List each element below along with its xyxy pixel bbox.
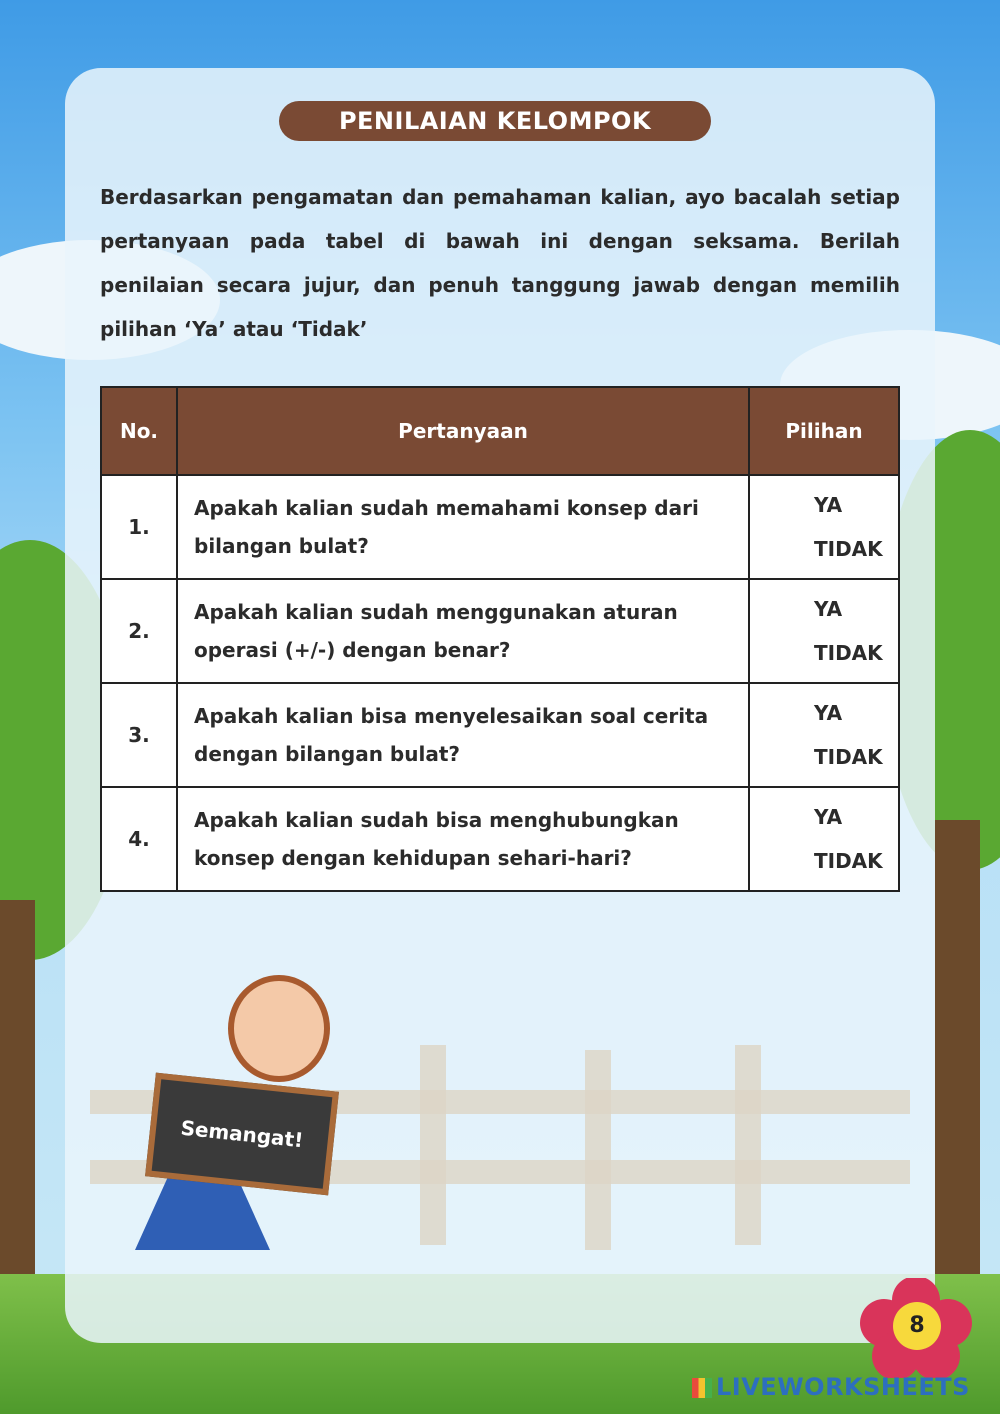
fence-post bbox=[735, 1045, 761, 1245]
watermark-text: LIVEWORKSHEETS bbox=[716, 1373, 970, 1401]
option-no[interactable]: TIDAK bbox=[814, 641, 883, 665]
option-no[interactable]: TIDAK bbox=[814, 537, 883, 561]
option-no[interactable]: TIDAK bbox=[814, 849, 883, 873]
option-yes[interactable]: YA bbox=[814, 597, 843, 621]
question-text: Apakah kalian sudah memahami konsep dari bilangan bulat? bbox=[177, 475, 749, 579]
table-row bbox=[101, 787, 899, 891]
fence-post bbox=[420, 1045, 446, 1245]
option-yes[interactable]: YA bbox=[814, 805, 843, 829]
page-title: PENILAIAN KELOMPOK bbox=[279, 101, 711, 141]
page-number: 8 bbox=[893, 1302, 941, 1350]
table-row bbox=[101, 475, 899, 579]
choice-cell bbox=[749, 683, 899, 787]
row-number: 4. bbox=[101, 787, 177, 891]
table-header-row bbox=[101, 387, 899, 475]
trunk-left bbox=[0, 900, 35, 1320]
instructions: Berdasarkan pengamatan dan pemahaman kalian, ayo bacalah setiap pertanyaan pada tabel di bawah ini dengan seksama. Berilah penilaian secara jujur, dan penuh tanggung jawab dengan memilih pilihan ‘Ya’ atau ‘Tidak’ bbox=[100, 185, 900, 341]
question-text: Apakah kalian sudah bisa menghubungkan konsep dengan kehidupan sehari-hari? bbox=[177, 787, 749, 891]
question-text: Apakah kalian sudah menggunakan aturan operasi (+/-) dengan benar? bbox=[177, 579, 749, 683]
choice-cell bbox=[749, 787, 899, 891]
chalkboard: Semangat! bbox=[145, 1073, 339, 1196]
liveworksheets-logo bbox=[692, 1373, 970, 1401]
header-question: Pertanyaan bbox=[177, 387, 749, 475]
fence-post bbox=[585, 1050, 611, 1250]
table-row bbox=[101, 683, 899, 787]
girl-illustration bbox=[228, 975, 330, 1082]
trunk-right bbox=[935, 820, 980, 1290]
assessment-table bbox=[100, 386, 900, 892]
question-text: Apakah kalian bisa menyelesaikan soal cerita dengan bilangan bulat? bbox=[177, 683, 749, 787]
option-yes[interactable]: YA bbox=[814, 701, 843, 725]
liveworksheets-icon bbox=[692, 1378, 712, 1398]
row-number: 1. bbox=[101, 475, 177, 579]
option-yes[interactable]: YA bbox=[814, 493, 843, 517]
choice-cell bbox=[749, 579, 899, 683]
row-number: 2. bbox=[101, 579, 177, 683]
header-no: No. bbox=[101, 387, 177, 475]
option-no[interactable]: TIDAK bbox=[814, 745, 883, 769]
header-choice: Pilihan bbox=[749, 387, 899, 475]
row-number: 3. bbox=[101, 683, 177, 787]
table-row bbox=[101, 579, 899, 683]
choice-cell bbox=[749, 475, 899, 579]
